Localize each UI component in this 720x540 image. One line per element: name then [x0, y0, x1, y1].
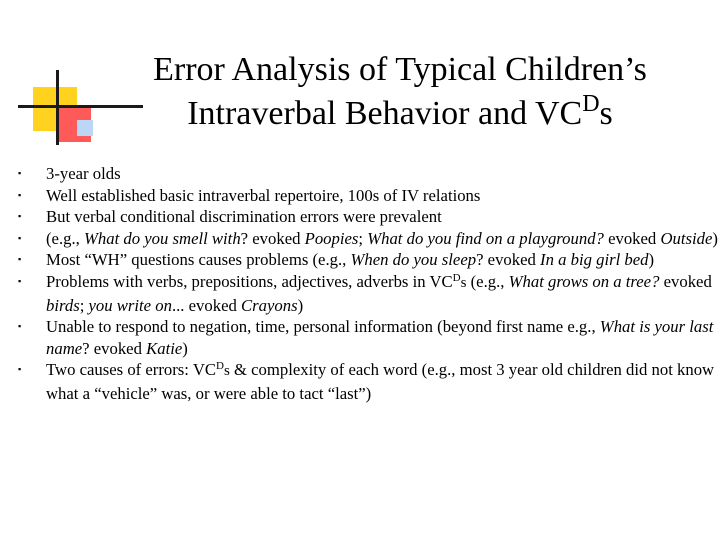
text-run: evoked — [659, 271, 712, 291]
bullet-marker: ▪ — [18, 168, 22, 178]
text-run: ) — [712, 228, 718, 248]
text-run: ) — [182, 338, 188, 358]
text-run: (e.g., — [46, 228, 84, 248]
text-run: s — [460, 274, 467, 291]
bullet-marker: ▪ — [18, 364, 22, 375]
bullet-marker: ▪ — [18, 232, 22, 243]
bullet-item — [18, 163, 718, 185]
italic-run: birds — [46, 295, 80, 315]
bullet-item — [18, 249, 718, 271]
bullet-text: 3-year olds — [46, 164, 121, 183]
italic-run: Katie — [146, 338, 183, 358]
text-run: Most “WH” questions causes problems (e.g., — [46, 250, 351, 270]
text-run: ) — [297, 295, 304, 315]
bullet-text — [46, 317, 713, 358]
bullet-text: Well established basic intraverbal repertoire, 100s of IV relations — [46, 185, 481, 205]
text-run: & complexity of each word (e.g., most 3 year old children did not know what a “vehicle” was, or were able to tact “last”) — [46, 360, 715, 403]
bullet-text — [46, 229, 718, 248]
bullet-item — [18, 228, 718, 250]
bullet-marker: ▪ — [18, 275, 22, 286]
italic-run: you write on — [88, 295, 172, 315]
title-line-1: Error Analysis of Typical Children’s — [153, 51, 647, 88]
text-run: ? evoked — [240, 228, 305, 248]
bullet-text — [46, 250, 654, 269]
italic-run: What do you find on a playground? — [367, 228, 604, 248]
superscript: D — [216, 360, 224, 373]
bullet-item — [18, 359, 718, 404]
bullet-text: But verbal conditional discrimination errors were prevalent — [46, 207, 442, 227]
title-line-2-text: Intraverbal Behavior and VC — [187, 95, 583, 132]
text-run: evoked — [603, 228, 661, 248]
bullet-marker: ▪ — [18, 211, 22, 222]
text-run: ? evoked — [476, 250, 541, 270]
italic-run: When do you sleep — [350, 250, 477, 270]
text-run: Two causes of errors: VC — [46, 360, 216, 380]
italic-run: Outside — [660, 228, 713, 248]
text-run: ? evoked — [82, 338, 147, 358]
text-run: ; — [358, 228, 368, 248]
bullet-item — [18, 185, 718, 207]
text-run: (e.g., — [466, 271, 509, 291]
bullet-list — [18, 163, 718, 405]
title-superscript: D — [582, 91, 600, 117]
italic-run: Crayons — [241, 295, 298, 315]
italic-run: In a big girl bed — [540, 250, 649, 270]
bullet-marker: ▪ — [18, 321, 22, 332]
italic-run: Poopies — [304, 228, 359, 248]
slide-title — [80, 48, 720, 136]
bullet-text — [46, 360, 714, 403]
bullet-item — [18, 271, 718, 316]
superscript: D — [452, 271, 461, 284]
text-run: ... evoked — [171, 295, 242, 315]
italic-run: What grows on a tree? — [508, 271, 660, 291]
italic-run: What do you smell with — [84, 228, 241, 248]
text-run: s — [223, 363, 230, 380]
bullet-marker: ▪ — [18, 254, 22, 265]
text-run: Problems with verbs, prepositions, adjectives, adverbs in VC — [46, 271, 453, 291]
title-line-2-suffix: s — [599, 95, 613, 132]
text-run: ; — [79, 295, 89, 315]
text-run: Unable to respond to negation, time, personal information (beyond first name e.g., — [46, 317, 600, 337]
bullet-marker: ▪ — [18, 189, 22, 200]
text-run: ) — [648, 250, 655, 270]
bullet-item — [18, 316, 718, 359]
bullet-text — [46, 272, 712, 315]
bullet-item — [18, 206, 718, 228]
italic-run: What is your last name — [46, 317, 714, 358]
title-line-2 — [80, 92, 720, 136]
